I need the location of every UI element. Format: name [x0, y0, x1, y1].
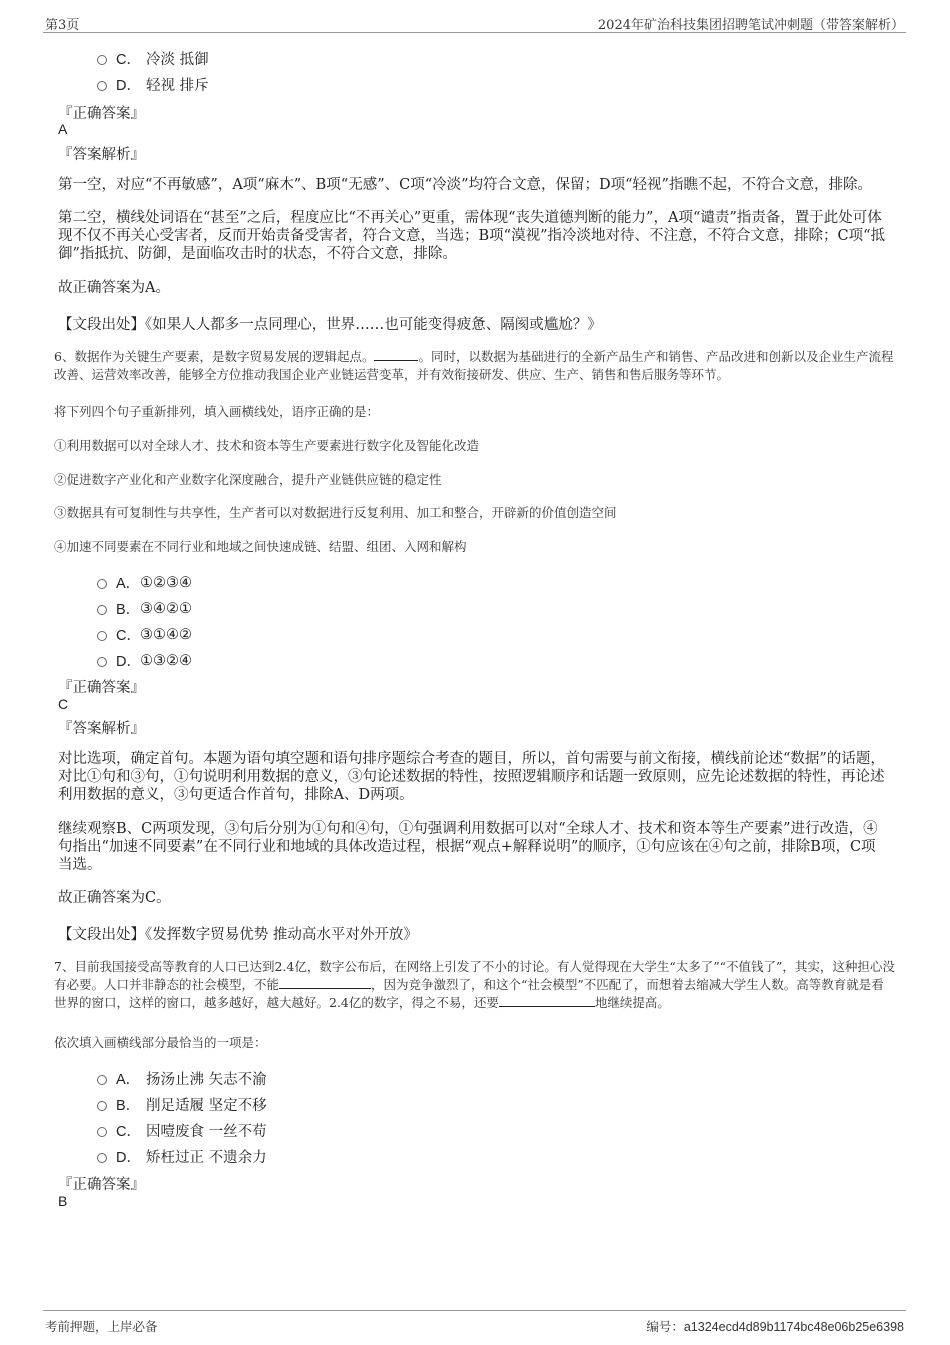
q6-option-a[interactable] — [97, 572, 192, 593]
option-text: ①②③④ — [140, 574, 192, 591]
q6-option-c[interactable] — [97, 624, 192, 645]
q7-blank-2 — [499, 994, 595, 1007]
q6-analysis-p1: 对比选项，确定首句。本题为语句填空题和语句排序题综合考查的题目，所以，首句需要与前文衔接，横线前论述“数据”的话题，对比①句和③句，①句说明利用数据的意义，③句论述数据的特性，按照逻辑顺序和话题一致原则，应先论述数据的特性，再论述利用数据的意义，③句更适合作首句，排除A、D两项。 — [58, 751, 885, 803]
q6-answer-label: 『正确答案』 — [58, 680, 145, 696]
option-text: 扬汤止沸 矢志不渝 — [146, 1072, 267, 1088]
code-label: 编号： — [646, 1319, 684, 1334]
option-text: 矫枉过正 不遗余力 — [146, 1150, 267, 1166]
option-text: ①③②④ — [140, 652, 192, 669]
option-letter: A． — [116, 576, 141, 592]
radio-icon[interactable] — [97, 81, 107, 91]
q6-option-b[interactable] — [97, 598, 192, 619]
q6-sentence-1: ①利用数据可以对全球人才、技术和资本等生产要素进行数字化及智能化改造 — [54, 438, 480, 453]
radio-icon[interactable] — [97, 579, 107, 589]
option-text: 削足适履 坚定不移 — [146, 1098, 267, 1114]
option-text: 冷淡 抵御 — [146, 52, 209, 68]
option-letter: D． — [116, 654, 141, 670]
q7-answer: B — [58, 1193, 68, 1209]
radio-icon[interactable] — [97, 1153, 107, 1163]
page-header — [43, 12, 906, 33]
option-text: ③④②① — [140, 600, 192, 617]
option-text: 因噎废食 一丝不苟 — [146, 1124, 267, 1140]
q6-prompt: 将下列四个句子重新排列，填入画横线处，语序正确的是： — [54, 404, 380, 419]
option-text: 轻视 排斥 — [146, 78, 209, 94]
q5-answer-label: 『正确答案』 — [58, 106, 145, 122]
q7-stem-part3: 地继续提高。 — [594, 995, 670, 1010]
page-number: 第3页 — [45, 18, 80, 33]
q5-analysis-p1: 第一空，对应“不再敏感”，A项“麻木”、B项“无感”、C项“冷淡”均符合文意，保留；D项“轻视”指瞧不起，不符合文意，排除。 — [58, 177, 872, 193]
q6-sentence-4: ④加速不同要素在不同行业和地域之间快速成链、结盟、组团、入网和解构 — [54, 539, 467, 554]
option-letter: A． — [116, 1072, 141, 1088]
q7-prompt: 依次填入画横线部分最恰当的一项是： — [54, 1035, 267, 1050]
q5-analysis-label: 『答案解析』 — [58, 147, 145, 163]
radio-icon[interactable] — [97, 631, 107, 641]
q7-option-c[interactable] — [97, 1120, 267, 1141]
option-letter: C． — [116, 628, 141, 644]
radio-icon[interactable] — [97, 605, 107, 615]
q6-stem-after: 。同时，以数据为基础进行的全新产品生产和销售、产品改进和创新以及企业生产流程改善、运营效率改善，能够全方位推动我国企业产业链运营变革，并有效衔接研发、供应、生产、销售和售后服务等环节。 — [54, 349, 894, 382]
q7-answer-label: 『正确答案』 — [58, 1177, 145, 1193]
q6-analysis-p2: 继续观察B、C两项发现，③句后分别为①句和④句，①句强调利用数据可以对“全球人才、技术和资本等生产要素”进行改造，④句指出“加速不同要素”在不同行业和地域的具体改造过程，根据“观点+解释说明”的顺序，①句应该在④句之前，排除B项，C项当选。 — [58, 821, 878, 873]
option-letter: C． — [116, 1124, 141, 1140]
option-letter: C． — [116, 52, 141, 68]
option-text: ③①④② — [140, 626, 192, 643]
page-footer — [43, 1310, 906, 1339]
option-letter: D． — [116, 78, 141, 94]
radio-icon[interactable] — [97, 1075, 107, 1085]
q6-analysis-p3: 故正确答案为C。 — [58, 890, 171, 906]
radio-icon[interactable] — [97, 1127, 107, 1137]
q5-source: 【文段出处】《如果人人都多一点同理心，世界……也可能变得疲惫、隔阂或尴尬？》 — [58, 317, 602, 333]
q7-stem-part1: 7、目前我国接受高等教育的人口已达到2.4亿，数字公布后，在网络上引发了不小的讨论。有人觉得现在大学生“太多了”“不值钱了”，其实，这种担心没有必要。人口并非静态的社会模型，不能 — [54, 959, 895, 992]
option-letter: D． — [116, 1150, 141, 1166]
q7-option-b[interactable] — [97, 1094, 267, 1115]
q7-option-a[interactable] — [97, 1068, 267, 1089]
document-title: 2024年矿治科技集团招聘笔试冲刺题（带答案解析） — [597, 18, 904, 33]
q6-source: 【文段出处】《发挥数字贸易优势 推动高水平对外开放》 — [58, 927, 418, 943]
footer-slogan: 考前押题，上岸必备 — [45, 1319, 158, 1334]
q6-sentence-2: ②促进数字产业化和产业数字化深度融合，提升产业链供应链的稳定性 — [54, 472, 442, 487]
q5-analysis-p2: 第二空，横线处词语在“甚至”之后，程度应比“不再关心”更重，需体现“丧失道德判断的能力”，A项“谴责”指责备，置于此处可体现不仅不再关心受害者，反而开始责备受害者，符合文意，当选；B项“漠视”指冷淡地对待、不注意，不符合文意，排除；C项“抵御”指抵抗、防御，是面临攻击时的状态，不符合文意，排除。 — [58, 210, 885, 262]
option-letter: B． — [116, 1098, 141, 1114]
q6-stem-before: 6、数据作为关键生产要素，是数字贸易发展的逻辑起点。 — [54, 349, 375, 364]
q5-option-c[interactable] — [97, 48, 209, 69]
q7-stem — [54, 958, 896, 1012]
option-letter: B． — [116, 602, 141, 618]
q6-blank — [374, 348, 418, 361]
radio-icon[interactable] — [97, 1101, 107, 1111]
radio-icon[interactable] — [97, 55, 107, 65]
q6-option-d[interactable] — [97, 650, 192, 671]
q7-blank-1 — [279, 976, 371, 989]
q6-answer: C — [58, 696, 69, 712]
q6-stem — [54, 348, 896, 384]
q5-analysis-p3: 故正确答案为A。 — [58, 280, 170, 296]
q5-answer: A — [58, 121, 68, 137]
q7-stem-part2: ，因为竞争激烈了，和这个“社会模型”不匹配了，而想着去缩减大学生人数。高等教育就是看世界的窗口，这样的窗口，越多越好，越大越好。2.4亿的数字，得之不易，还要 — [54, 977, 884, 1010]
q7-option-d[interactable] — [97, 1146, 267, 1167]
q6-sentence-3: ③数据具有可复制性与共享性，生产者可以对数据进行反复利用、加工和整合，开辟新的价值创造空间 — [54, 505, 617, 520]
q6-analysis-label: 『答案解析』 — [58, 721, 145, 737]
radio-icon[interactable] — [97, 657, 107, 667]
document-code — [646, 1317, 904, 1335]
code-value: a1324ecd4d89b1174bc48e06b25e6398 — [683, 1320, 904, 1334]
q5-option-d[interactable] — [97, 74, 209, 95]
